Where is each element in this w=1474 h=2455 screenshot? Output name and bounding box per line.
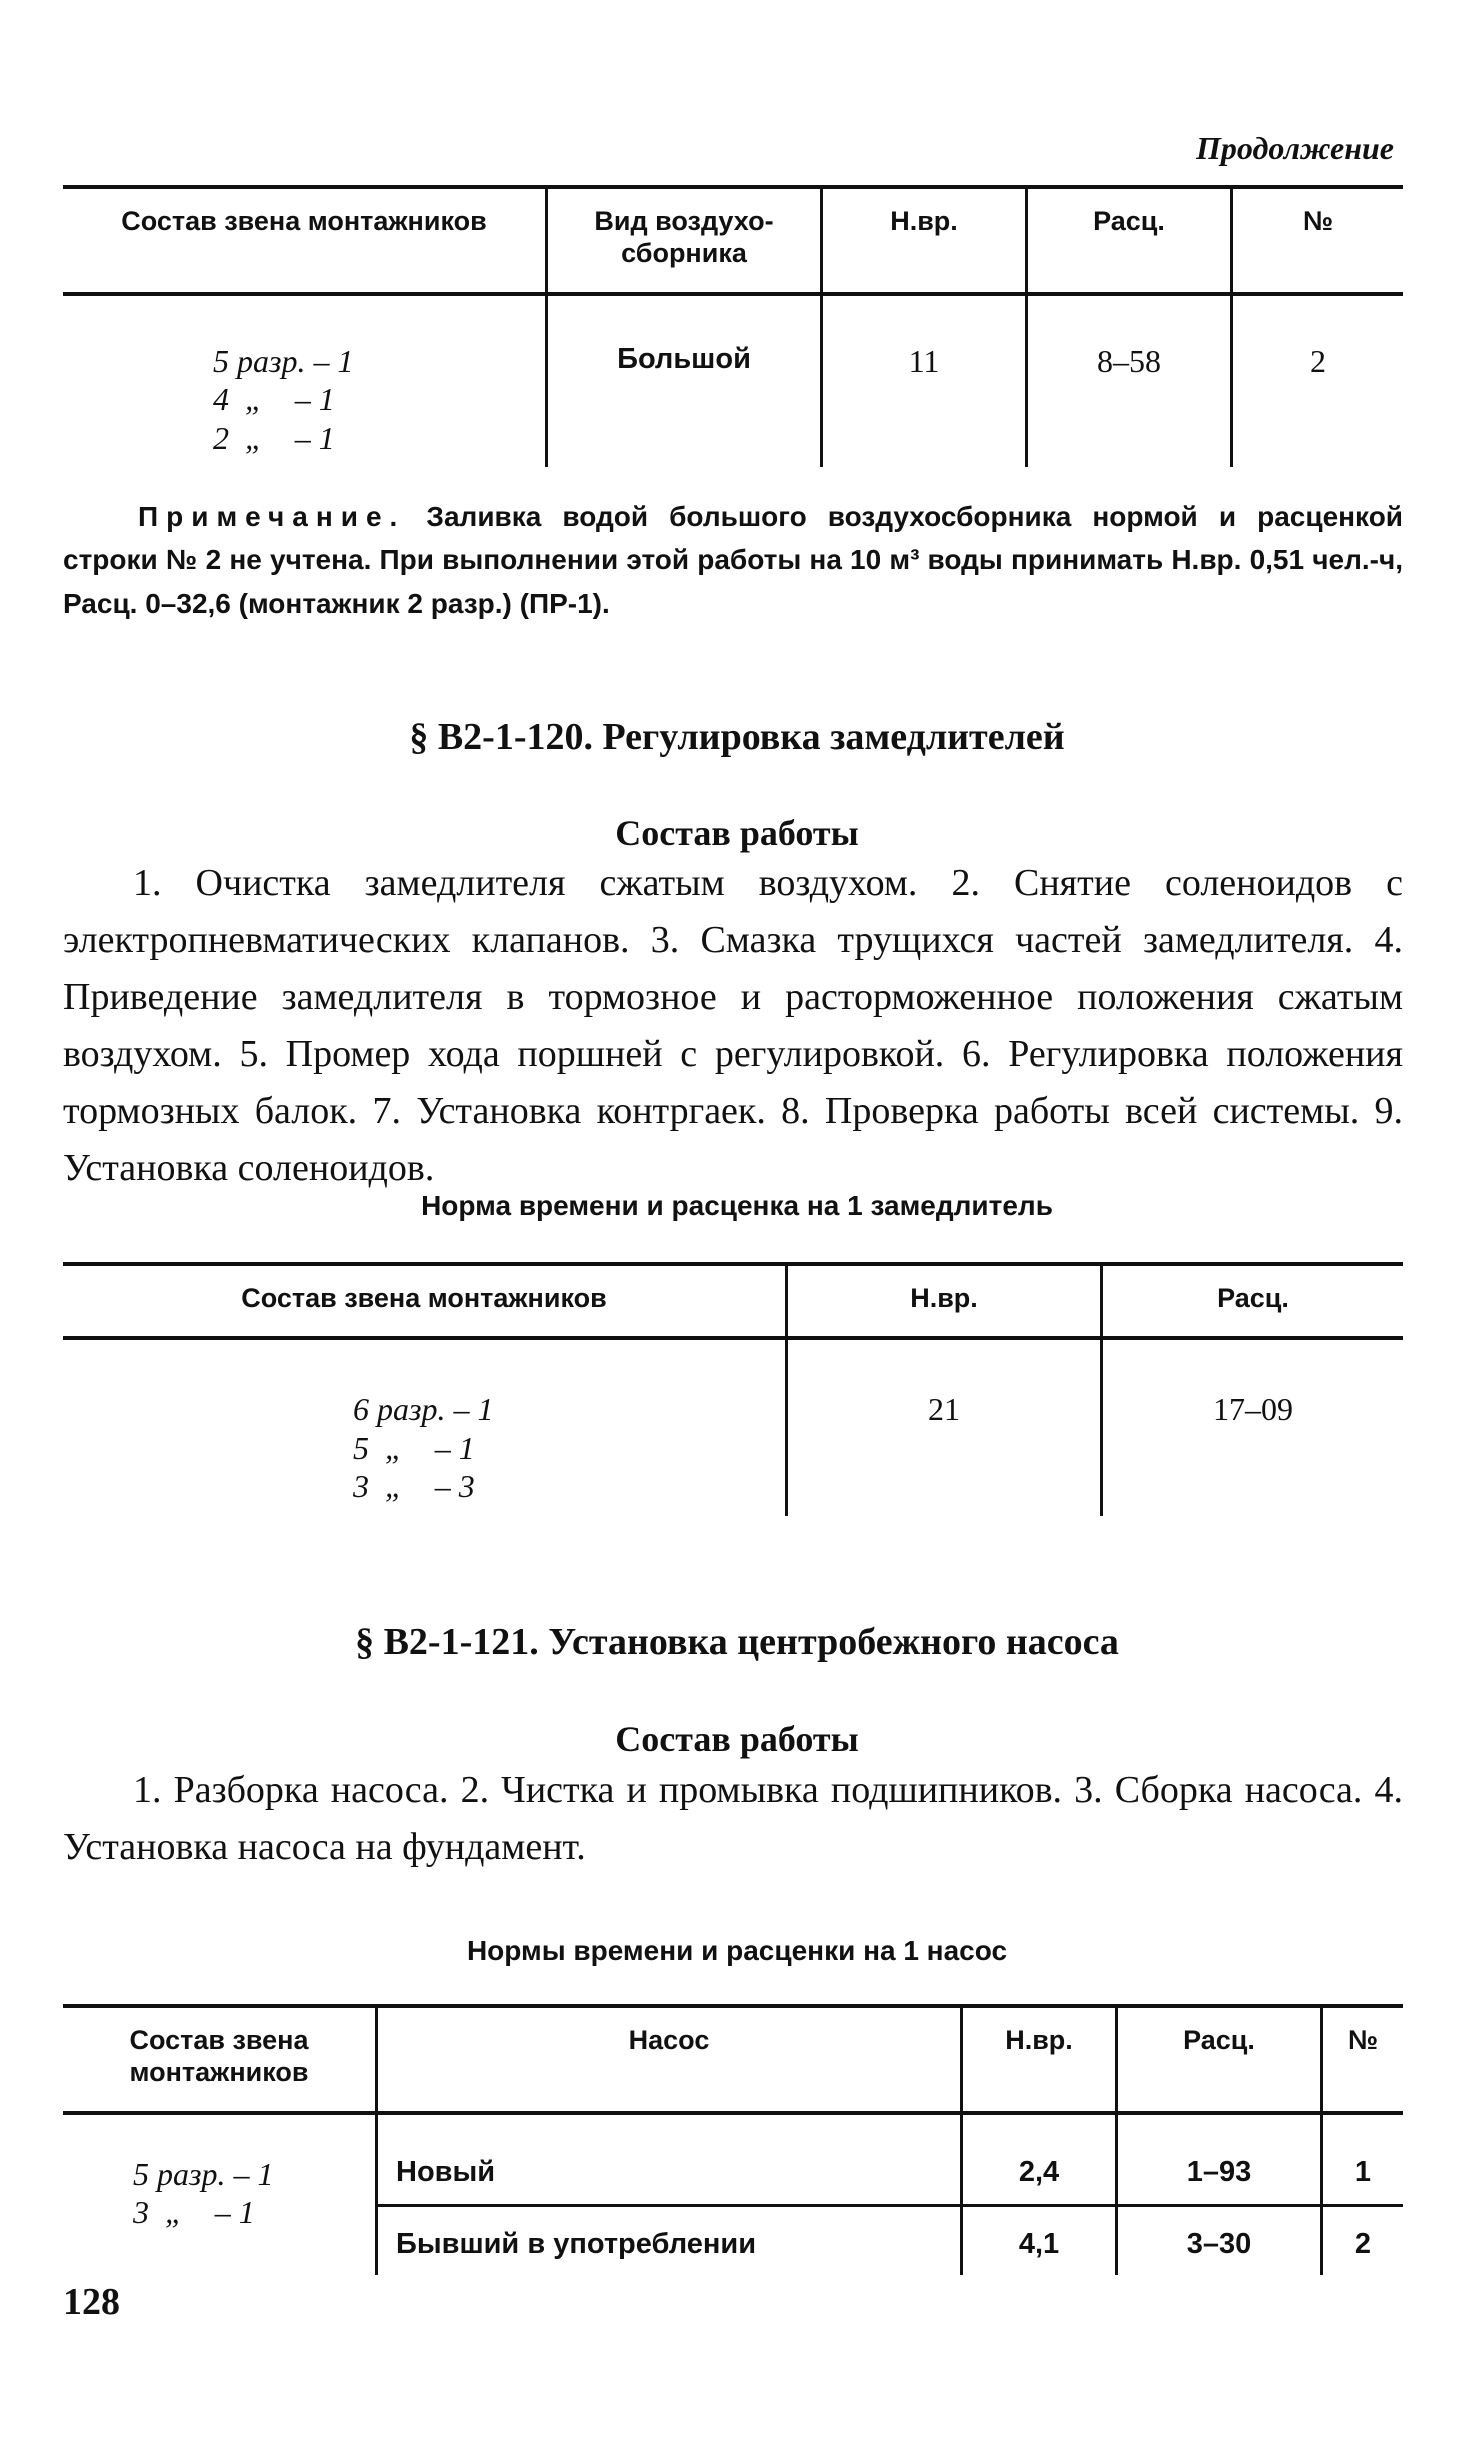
col-rate: Расц. bbox=[1027, 187, 1232, 294]
col-crew: Состав звена монтажников bbox=[63, 1264, 787, 1338]
no-cell: 2 bbox=[1322, 2205, 1404, 2275]
type-cell: Большой bbox=[547, 294, 822, 467]
rate-cell: 3–30 bbox=[1117, 2205, 1322, 2275]
crew-line: 3 „ – 3 bbox=[353, 1468, 475, 1505]
col-rate: Расц. bbox=[1117, 2006, 1322, 2113]
page-number: 128 bbox=[63, 2281, 120, 2323]
col-time: Н.вр. bbox=[787, 1264, 1102, 1338]
section-121-caption: Нормы времени и расценки на 1 насос bbox=[466, 1935, 1008, 1966]
col-pump: Насос bbox=[377, 2006, 962, 2113]
time-cell: 2,4 bbox=[962, 2113, 1117, 2205]
col-crew: Состав звена монтажников bbox=[63, 187, 547, 294]
section-120-title: § В2-1-120. Регулировка замедлителей bbox=[409, 716, 1065, 758]
col-time: Н.вр. bbox=[822, 187, 1027, 294]
air-receiver-table bbox=[63, 185, 1403, 467]
crew-line: 2 „ – 1 bbox=[213, 419, 335, 456]
section-121-work-title: Состав работы bbox=[615, 1719, 859, 1759]
crew-line: 6 разр. – 1 bbox=[353, 1391, 494, 1428]
section-121-work-text: 1. Разборка насоса. 2. Чистка и промывка подшипников. 3. Сборка насоса. 4. Установка насоса на фундамент. bbox=[63, 1769, 1403, 1868]
time-cell: 21 bbox=[787, 1338, 1102, 1515]
pump-cell: Новый bbox=[377, 2113, 962, 2205]
section-121-title: § В2-1-121. Установка центробежного насоса bbox=[355, 1621, 1119, 1663]
col-no: № bbox=[1322, 2006, 1404, 2113]
col-rate: Расц. bbox=[1102, 1264, 1404, 1338]
crew-cell bbox=[63, 2113, 377, 2276]
time-cell: 4,1 bbox=[962, 2205, 1117, 2275]
no-cell: 2 bbox=[1232, 294, 1404, 467]
pump-table bbox=[63, 2004, 1403, 2275]
crew-line: 3 „ – 1 bbox=[133, 2194, 255, 2231]
rate-cell: 17–09 bbox=[1102, 1338, 1404, 1515]
continuation-label: Продолжение bbox=[1196, 130, 1394, 166]
crew-line: 5 „ – 1 bbox=[353, 1429, 475, 1466]
section-120-work-text: 1. Очистка замедлителя сжатым воздухом. 2. Снятие соленоидов с электропневматических клапанов. 3. Смазка трущихся частей замедлителя. 4. Приведение замедлителя в тормозное и расторможенное положения сжатым воздухом. 5. Промер хода поршней с регулировкой. 6. Регулировка положения тормозных балок. 7. Установка контргаек. 8. Проверка работы всей системы. 9. Установка соленоидов. bbox=[63, 862, 1403, 1189]
pump-cell: Бывший в употреблении bbox=[377, 2205, 962, 2275]
col-crew: Состав звена монтажников bbox=[63, 2006, 377, 2113]
note-label: Примечание. bbox=[138, 501, 406, 532]
table-row bbox=[63, 1338, 1403, 1515]
note bbox=[63, 495, 1403, 625]
col-time: Н.вр. bbox=[962, 2006, 1117, 2113]
rate-cell: 8–58 bbox=[1027, 294, 1232, 467]
time-cell: 11 bbox=[822, 294, 1027, 467]
crew-cell bbox=[63, 1338, 787, 1515]
col-no: № bbox=[1232, 187, 1404, 294]
section-120-caption: Норма времени и расценка на 1 замедлитель bbox=[421, 1190, 1053, 1221]
table-row bbox=[63, 2113, 1403, 2205]
section-120-work-title: Состав работы bbox=[615, 813, 859, 853]
crew-line: 5 разр. – 1 bbox=[213, 342, 354, 379]
no-cell: 1 bbox=[1322, 2113, 1404, 2205]
retarder-table bbox=[63, 1262, 1403, 1516]
table-row bbox=[63, 294, 1403, 467]
crew-cell bbox=[63, 294, 547, 467]
col-type: Вид воздухо-сборника bbox=[547, 187, 822, 294]
note-text: Заливка водой большого воздухосборника нормой и расценкой строки № 2 не учтена. При выполнении этой работы на 10 м³ воды принимать Н.вр. 0,51 чел.-ч, Расц. 0–32,6 (монтажник 2 разр.) (ПР-1). bbox=[63, 501, 1404, 619]
crew-line: 5 разр. – 1 bbox=[133, 2155, 274, 2192]
rate-cell: 1–93 bbox=[1117, 2113, 1322, 2205]
crew-line: 4 „ – 1 bbox=[213, 381, 335, 418]
